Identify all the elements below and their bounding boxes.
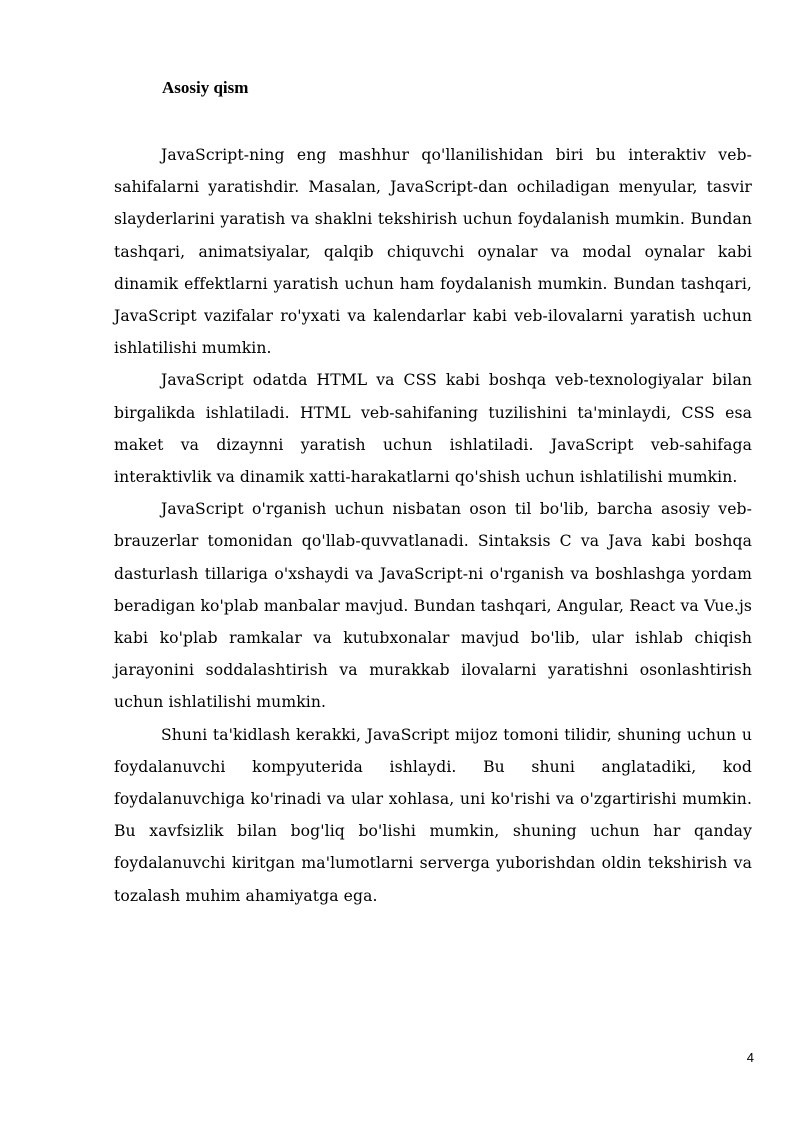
paragraph: Shuni ta'kidlash kerakki, JavaScript mijoz tomoni tilidir, shuning uchun u foydalanuvchi kompyuterida ishlaydi. Bu shuni anglatadiki, kod foydalanuvchiga ko'rinadi va ular xohlasa, uni ko'rishi va o'zgartirishi mumkin. Bu xavfsizlik bilan bog'liq bo'lishi mumkin, shuning uchun har qanday foydalanuvchi kiritgan ma'lumotlarni serverga yuborishdan oldin tekshirish va tozalash muhim ahamiyatga ega. [114,725,752,905]
section-heading: Asosiy qism [162,78,249,97]
paragraph: JavaScript-ning eng mashhur qo'llanilishidan biri bu interaktiv veb-sahifalarni yaratishdir. Masalan, JavaScript-dan ochiladigan menyular, tasvir slayderlarini yaratish va shaklni tekshirish uchun foydalanish mumkin. Bundan tashqari, animatsiyalar, qalqib chiquvchi oynalar va modal oynalar kabi dinamik effektlarni yaratish uchun ham foydalanish mumkin. Bundan tashqari, JavaScript vazifalar ro'yxati va kalendarlar kabi veb-ilovalarni yaratish uchun ishlatilishi mumkin. [114,146,752,358]
page-number: 4 [746,1050,754,1065]
body-text [114,139,752,912]
paragraph: JavaScript o'rganish uchun nisbatan oson til bo'lib, barcha asosiy veb-brauzerlar tomonidan qo'llab-quvvatlanadi. Sintaksis C va Java kabi boshqa dasturlash tillariga o'xshaydi va JavaScript-ni o'rganish va boshlashga yordam beradigan ko'plab manbalar mavjud. Bundan tashqari, Angular, React va Vue.js kabi ko'plab ramkalar va kutubxonalar mavjud bo'lib, ular ishlab chiqish jarayonini soddalashtirish va murakkab ilovalarni yaratishni osonlashtirish uchun ishlatilishi mumkin. [114,500,752,712]
paragraph: JavaScript odatda HTML va CSS kabi boshqa veb-texnologiyalar bilan birgalikda ishlatiladi. HTML veb-sahifaning tuzilishini ta'minlaydi, CSS esa maket va dizaynni yaratish uchun ishlatiladi. JavaScript veb-sahifaga interaktivlik va dinamik xatti-harakatlarni qo'shish uchun ishlatilishi mumkin. [114,371,752,487]
